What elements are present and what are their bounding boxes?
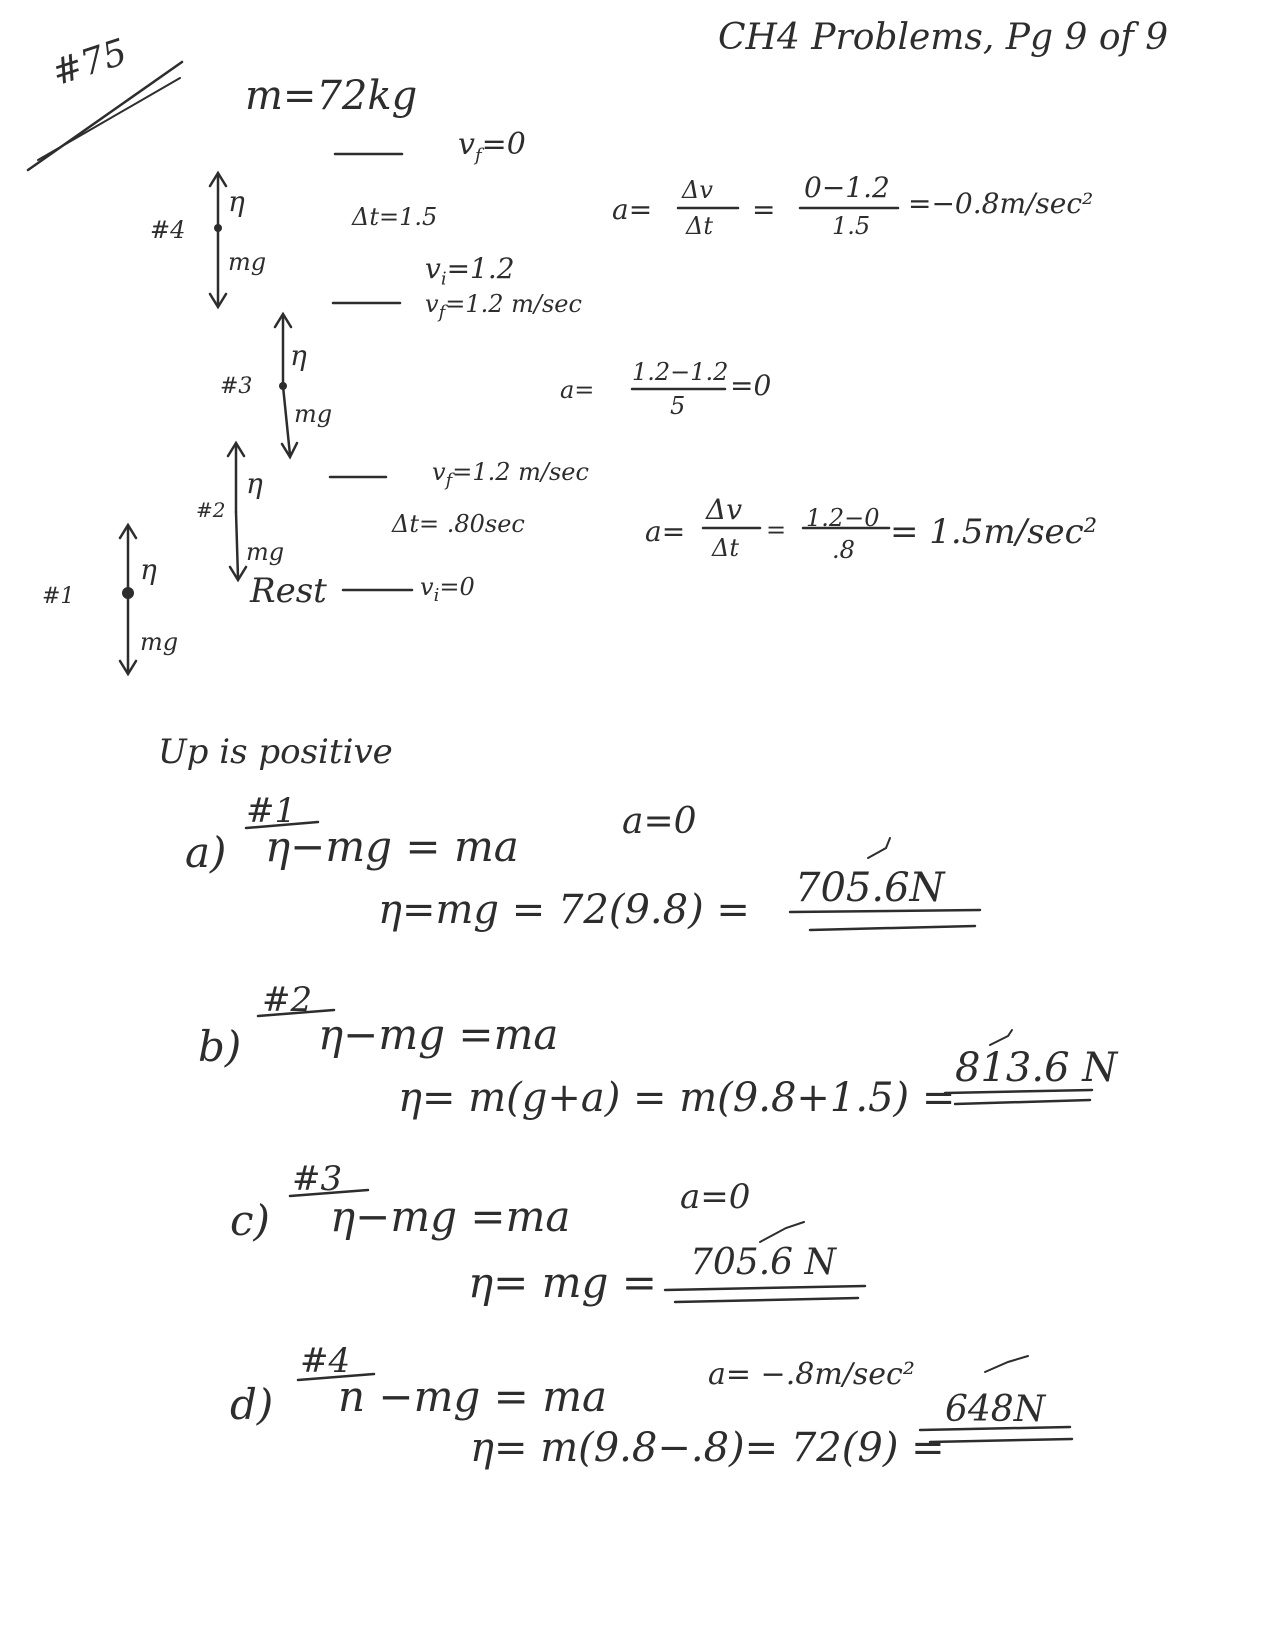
accel-4-numerator: 0−1.2 xyxy=(804,171,890,204)
timeline-vf-3: $v_f=1.2$ m/sec xyxy=(425,290,582,323)
timeline-vf-top: $v_f=0$ xyxy=(458,127,526,166)
part-c-solution: η= mg = xyxy=(468,1258,657,1307)
accel-4-delta-t: Δt xyxy=(686,212,713,240)
answer-a-underline xyxy=(790,910,980,930)
part-b-letter: b) xyxy=(198,1022,242,1071)
accel-4-equals: = xyxy=(752,193,776,226)
part-d-equation: n −mg = ma xyxy=(338,1372,608,1421)
timeline-rest: Rest xyxy=(250,571,327,611)
part-c-answer: 705.6 N xyxy=(690,1242,837,1283)
timeline-vi-1: $v_i=0$ xyxy=(420,573,475,606)
fbd-3-arrows xyxy=(275,314,297,457)
timeline-vf-2: $v_f=1.2$ m/sec xyxy=(432,458,589,491)
part-d-solution: η= m(9.8−.8)= 72(9) = xyxy=(470,1425,945,1471)
accel-3-numerator: 1.2−1.2 xyxy=(632,358,729,386)
part-a-letter: a) xyxy=(185,828,227,877)
fbd-1-weight-label: mg xyxy=(140,628,179,656)
fbd-4-number: #4 xyxy=(150,216,186,244)
accel-3-denominator: 5 xyxy=(670,392,686,420)
accel-2-denominator: .8 xyxy=(832,536,855,564)
part-a-answer: 705.6N xyxy=(795,865,945,911)
given-mass: m=72kg xyxy=(245,73,418,119)
part-c-accel: a=0 xyxy=(680,1177,751,1217)
part-a-solution: η=mg = 72(9.8) = xyxy=(378,887,750,933)
accel-2-result: = 1.5m/sec² xyxy=(890,512,1098,552)
check-mark-a xyxy=(868,838,890,858)
accel-4-result: =−0.8m/sec² xyxy=(908,187,1094,220)
accel-3-lhs: a= xyxy=(560,376,595,404)
fbd-3-normal-label: η xyxy=(290,339,307,372)
check-mark-c xyxy=(760,1222,804,1242)
timeline-dt-4: Δt=1.5 xyxy=(352,203,438,231)
fbd-4-normal-label: η xyxy=(228,185,245,218)
part-d-accel: a= −.8m/sec² xyxy=(708,1357,915,1392)
accel-2-equals: = xyxy=(766,516,787,544)
accel-4-denominator: 1.5 xyxy=(832,212,871,240)
fbd-4-arrows xyxy=(210,173,226,307)
fbd-2-number: #2 xyxy=(196,498,226,522)
accel-3-result: =0 xyxy=(730,369,772,402)
answer-b-underline xyxy=(945,1090,1092,1104)
part-d-label: #4 xyxy=(300,1341,351,1381)
fbd-3-weight-label: mg xyxy=(294,400,333,428)
part-b-equation: η−mg =ma xyxy=(318,1010,559,1059)
accel-2-delta-v: Δv xyxy=(706,493,743,526)
part-b-solution: η= m(g+a) = m(9.8+1.5) = xyxy=(398,1075,956,1121)
page-title: CH4 Problems, Pg 9 of 9 xyxy=(718,17,1169,58)
problem-number: #75 xyxy=(47,31,133,95)
fbd-3-number: #3 xyxy=(220,374,253,399)
part-d-answer: 648N xyxy=(945,1389,1046,1430)
fbd-1-number: #1 xyxy=(42,584,75,609)
part-b-answer: 813.6 N xyxy=(955,1045,1118,1091)
fbd-4-weight-label: mg xyxy=(228,248,267,276)
fbd-2-normal-label: η xyxy=(246,467,263,500)
accel-2-lhs: a= xyxy=(645,515,686,548)
accel-4-delta-v: Δv xyxy=(682,176,713,204)
answer-c-underline xyxy=(665,1286,865,1302)
part-a-label: #1 xyxy=(246,791,297,831)
check-mark-d xyxy=(985,1356,1028,1372)
part-c-label: #3 xyxy=(292,1159,343,1199)
sign-convention: Up is positive xyxy=(158,732,393,772)
fbd-2-weight-label: mg xyxy=(246,538,285,566)
part-c-letter: c) xyxy=(230,1196,270,1245)
check-mark-b xyxy=(990,1030,1012,1045)
part-c-equation: η−mg =ma xyxy=(330,1192,571,1241)
fbd-1-normal-label: η xyxy=(140,553,157,586)
fbd-1-arrows xyxy=(120,525,136,674)
accel-4-lhs: a= xyxy=(612,193,653,226)
fbd-2-arrows xyxy=(228,443,246,580)
part-b-label: #2 xyxy=(262,980,313,1020)
part-a-equation: η−mg = ma xyxy=(265,822,519,871)
part-d-letter: d) xyxy=(230,1380,274,1429)
part-a-accel: a=0 xyxy=(622,801,697,842)
accel-2-delta-t: Δt xyxy=(712,534,739,562)
timeline-dt-2: Δt= .80sec xyxy=(392,510,525,538)
timeline-vi-3: $v_i=1.2$ xyxy=(425,252,515,290)
accel-2-numerator: 1.2−0 xyxy=(806,504,880,532)
